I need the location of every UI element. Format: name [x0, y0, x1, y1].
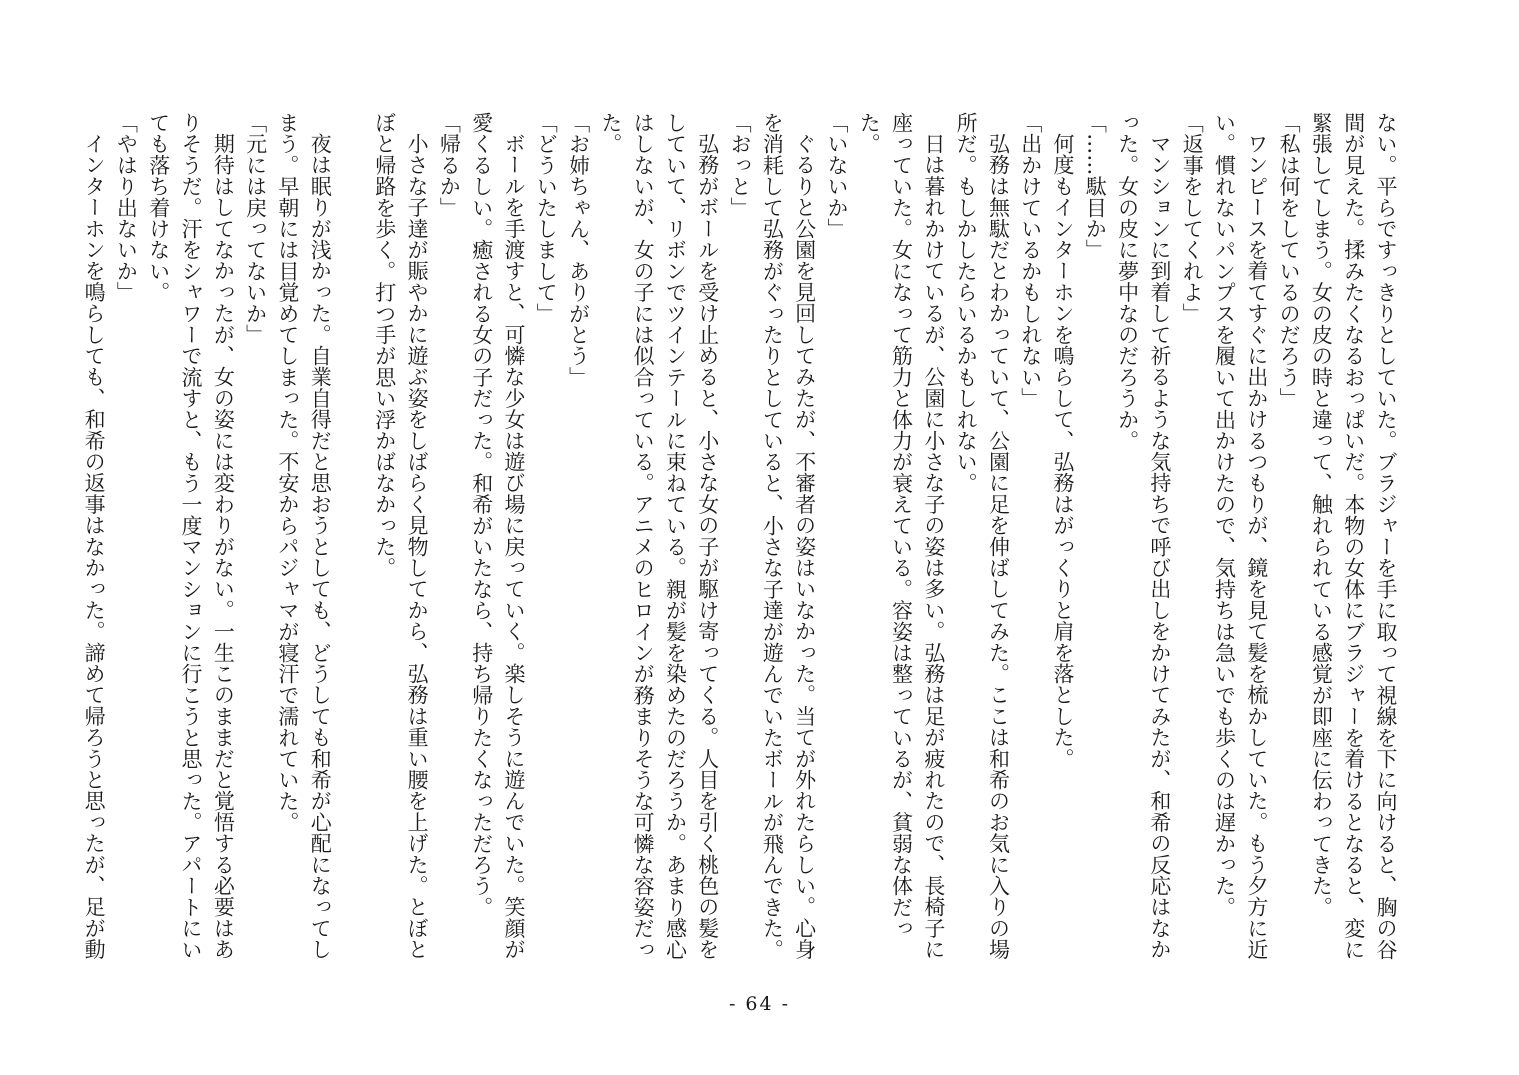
vertical-body-text [82, 112, 1402, 962]
paragraph: 「返事をしてくれよ」 [1180, 112, 1205, 324]
paragraph: 「帰るか」 [437, 112, 462, 218]
paragraph: 「元には戻ってないか」 [243, 112, 268, 346]
paragraph: マンションに到着して祈るような気持ちで呼び出しをかけてみたが、和希の反応はなかった。女の皮に夢中なのだろうか。 [1115, 112, 1172, 960]
paragraph: 小さな子達が賑やかに遊ぶ姿をしばらく見物してから、弘務は重い腰を上げた。とぼとぼと帰路を歩く。打つ手が思い浮かばなかった。 [372, 112, 430, 960]
paragraph: 弘務がボールを受け止めると、小さな女の子が駆け寄ってくる。人目を引く桃色の髪をしていて、リボンでツインテールに束ねている。親が髪を染めたのだろうか。あまり感心はしないが、女の子には似合っている。アニメのヒロインが務まりそうな可憐な容姿だった。 [598, 112, 720, 960]
paragraph: 何度もインターホンを鳴らして、弘務はがっくりと肩を落とした。 [1051, 133, 1076, 769]
paragraph: 期待はしてなかったが、女の姿には変わりがない。一生このままだと覚悟する必要はありそうだ。汗をシャワーで流すと、もう一度マンションに行こうと思った。アパートにいても落ち着けない。 [146, 112, 236, 960]
paragraph: 「やはり出ないか」 [114, 112, 139, 303]
paragraph: 夜は眠りが浅かった。自業自得だと思おうとしても、どうしても和希が心配になってしまう。早朝には目覚めてしまった。不安からパジャマが寝汗で濡れていた。 [275, 112, 333, 960]
paragraph: 「おっと」 [728, 112, 753, 218]
paragraph: ない。平らですっきりとしていた。ブラジャーを手に取って視線を下に向けると、胸の谷間が見えた。揉みたくなるおっぱいだ。本物の女体にブラジャーを着けるとなると、変に緊張してしまう。女の皮の時と違って、触れられている感覚が即座に伝わってきた。 [1309, 112, 1398, 960]
paragraph: インターホンを鳴らしても、和希の返事はなかった。諦めて帰ろうと思ったが、足が動 [82, 133, 107, 960]
paragraph: 「出かけているかもしれない」 [1018, 112, 1043, 409]
paragraph: 「私は何をしているのだろう」 [1277, 112, 1302, 409]
paragraph: 「どういたしまして」 [534, 112, 559, 324]
paragraph: 弘務は無駄だとわかっていて、公園に足を伸ばしてみた。ここは和希のお気に入りの場所だ。もしかしたらいるかもしれない。 [954, 112, 1011, 960]
paragraph-break [336, 112, 368, 962]
paragraph: 「いないか」 [824, 112, 849, 240]
page-number: - 64 - [728, 993, 791, 1015]
paragraph: ぐるりと公園を見回してみたが、不審者の姿はいなかった。当てが外れたらしい。心身を消耗して弘務がぐったりとしていると、小さな子達が遊んでいたボールが飛んできた。 [760, 112, 817, 960]
paragraph: 「お姉ちゃん、ありがとう」 [566, 112, 591, 388]
paragraph: ワンピースを着てすぐに出かけるつもりが、鏡を見て髪を梳かしていた。もう夕方に近い。慣れないパンプスを履いて出かけたので、気持ちは急いでも歩くのは遅かった。 [1212, 112, 1269, 960]
paragraph: 「……駄目か」 [1083, 112, 1108, 261]
paragraph: ボールを手渡すと、可憐な少女は遊び場に戻っていく。楽しそうに遊んでいた。笑顔が愛くるしい。癒される女の子だった。和希がいたなら、持ち帰りたくなっただろう。 [469, 112, 526, 960]
paragraph: 日は暮れかけているが、公園に小さな子の姿は多い。弘務は足が疲れたので、長椅子に座っていた。女になって筋力と体力が衰えている。容姿は整っているが、貧弱な体だった。 [857, 112, 946, 960]
